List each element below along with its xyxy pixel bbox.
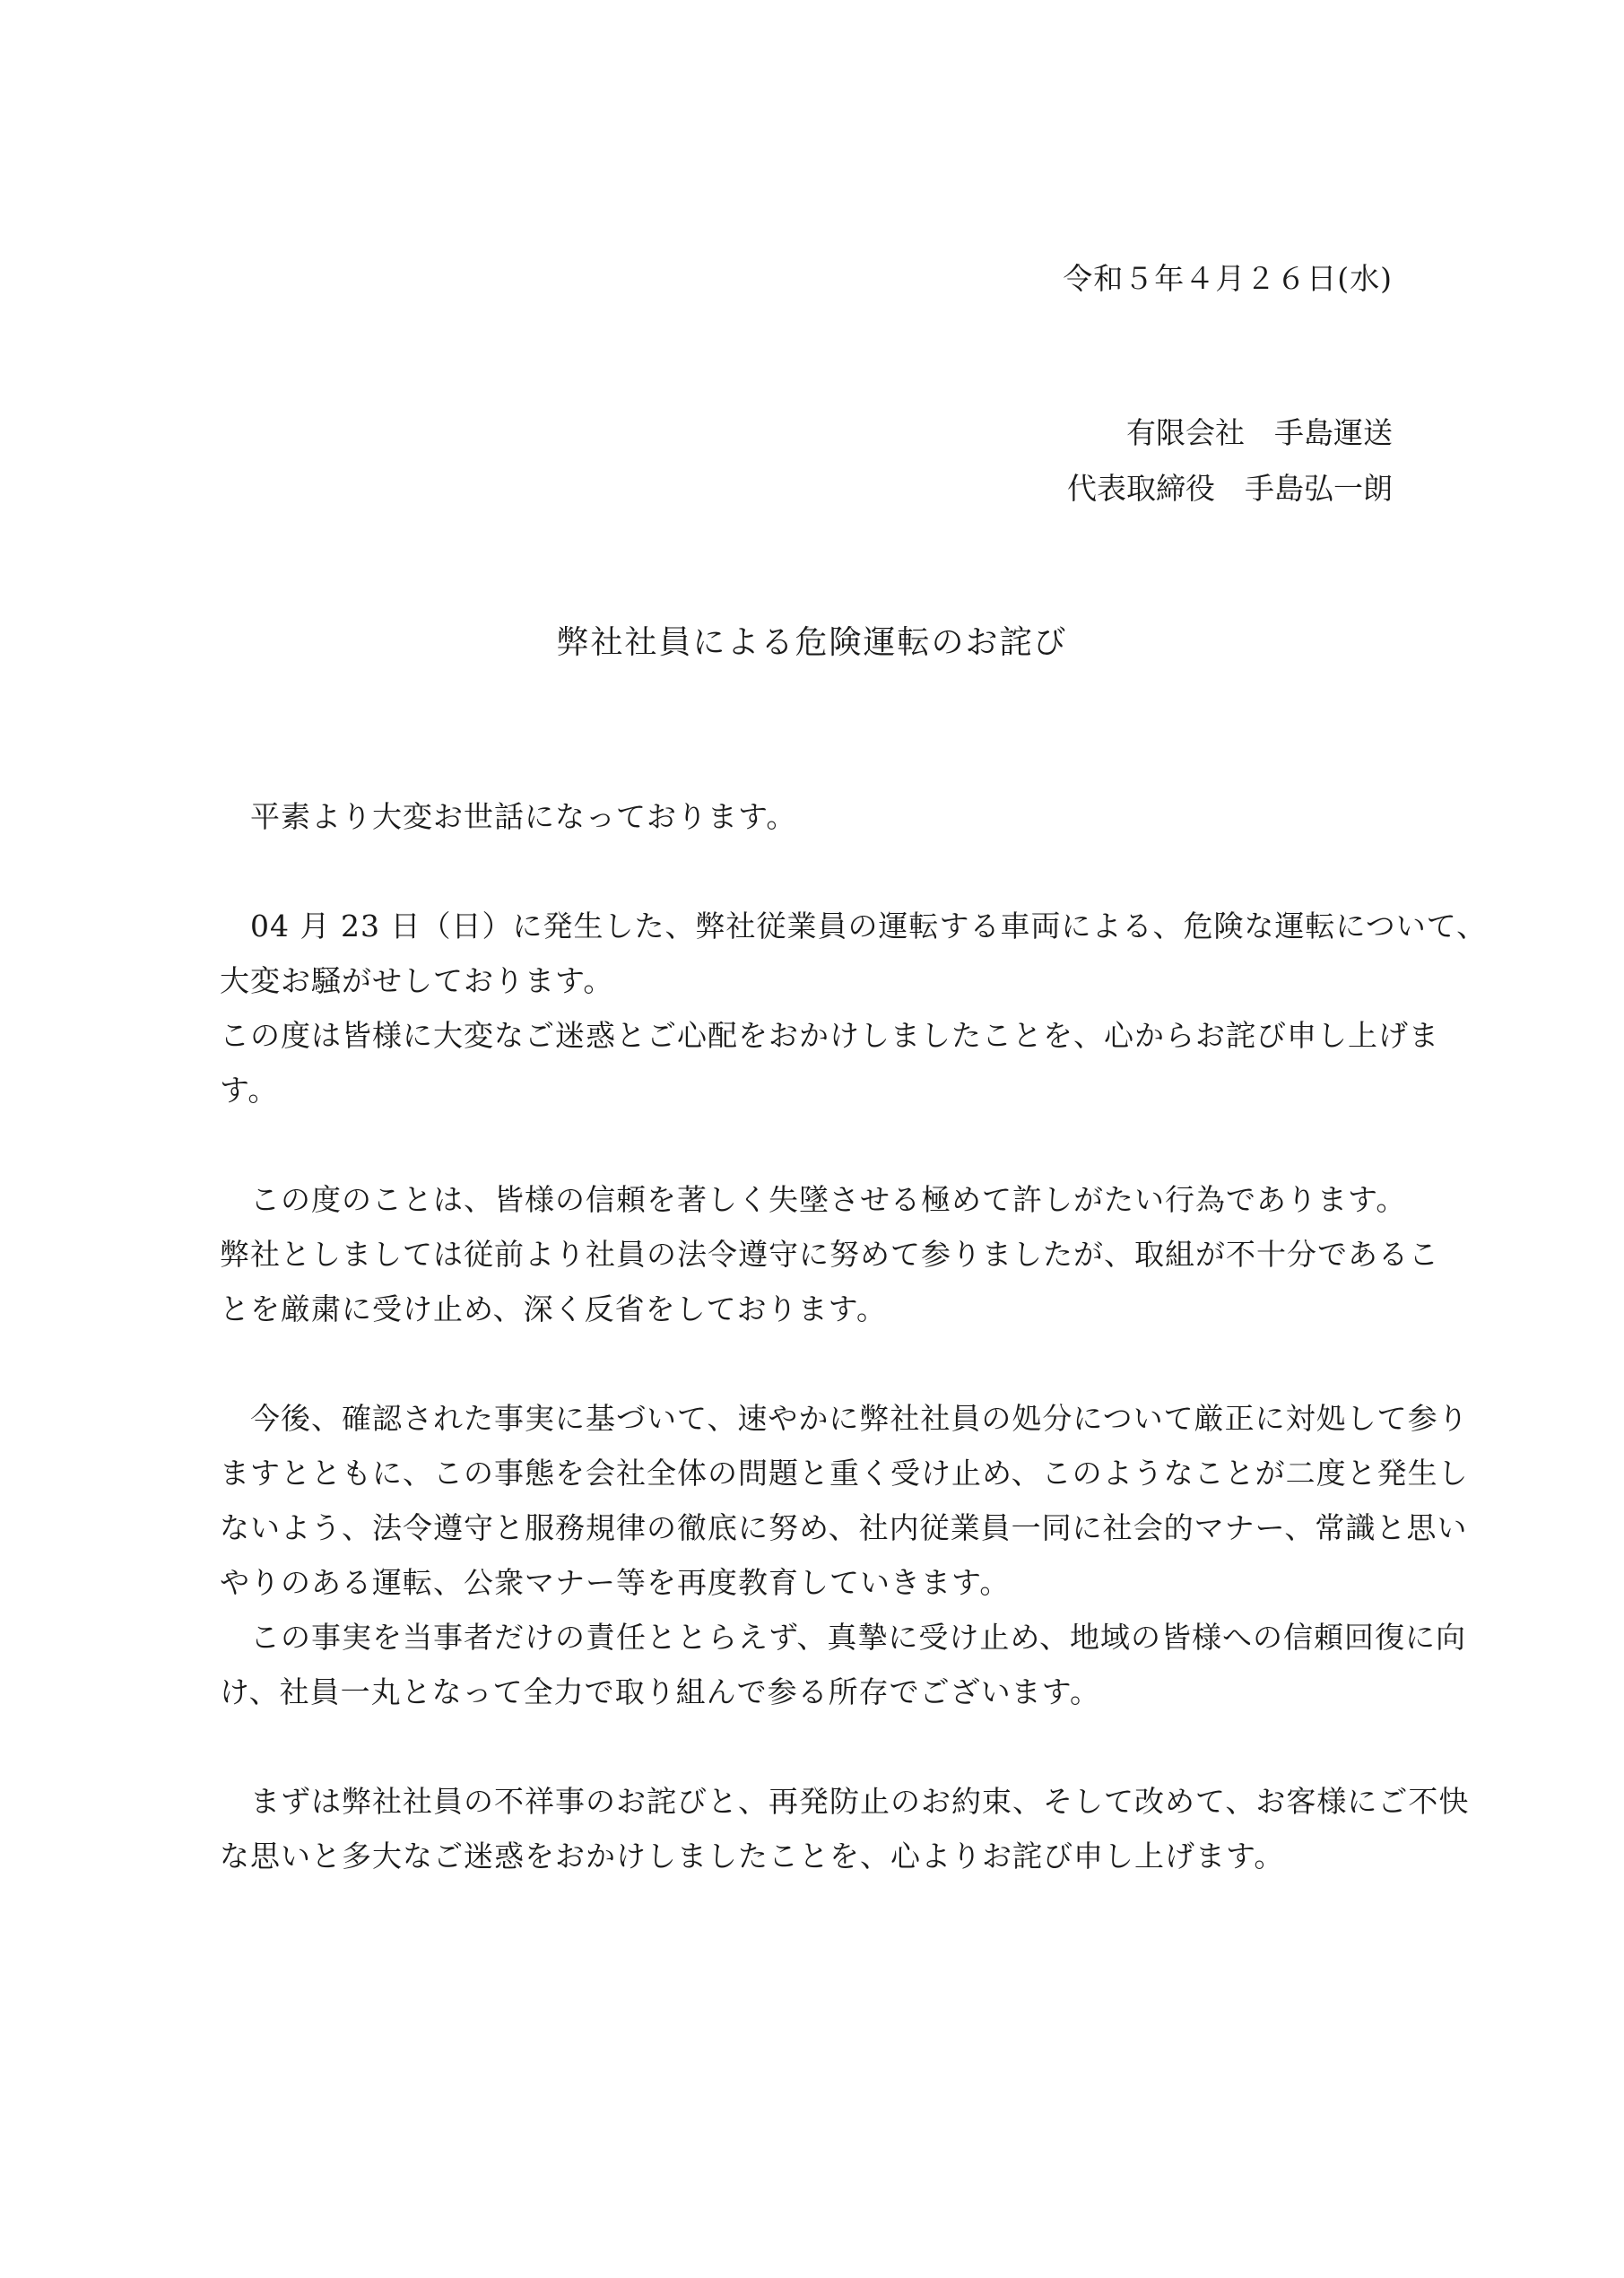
paragraph-line: この度は皆様に大変なご迷惑とご心配をおかけしましたことを、心からお詫び申し上げま	[220, 1018, 1439, 1053]
paragraph-line: 大変お騒がせしております。	[220, 963, 614, 998]
paragraph-line: ますとともに、この事態を会社全体の問題と重く受け止め、このようなことが二度と発生し	[220, 1456, 1469, 1491]
paragraph-line: な思いと多大なご迷惑をおかけしましたことを、心よりお詫び申し上げます。	[220, 1839, 1285, 1874]
letter-body	[220, 789, 1488, 1938]
paragraph-line: とを厳粛に受け止め、深く反省をしております。	[220, 1291, 888, 1326]
paragraph-measures	[220, 1391, 1469, 1719]
sender-block	[1067, 405, 1393, 517]
paragraph-line: け、社員一丸となって全力で取り組んで参る所存でございます。	[220, 1674, 1101, 1709]
paragraph-closing	[220, 1774, 1470, 1883]
letter-title: 弊社社員による危険運転のお詫び	[556, 624, 1068, 661]
paragraph-reflection	[220, 1172, 1439, 1336]
paragraph-line: やりのある運転、公衆マナー等を再度教育していきます。	[220, 1565, 1011, 1600]
sender-company: 有限会社 手島運送	[1126, 415, 1393, 450]
paragraph-line: この事実を当事者だけの責任ととらえず、真摯に受け止め、地域の皆様への信頼回復に向	[220, 1620, 1467, 1655]
paragraph-line: 弊社としましては従前より社員の法令遵守に努めて参りましたが、取組が不十分であるこ	[220, 1237, 1439, 1272]
paragraph-line: ないよう、法令遵守と服務規律の徹底に努め、社内従業員一同に社会的マナー、常識と思い	[220, 1510, 1468, 1545]
paragraph-line: 今後、確認された事実に基づいて、速やかに弊社社員の処分について厳正に対処して参り	[220, 1401, 1469, 1436]
paragraph-incident	[220, 899, 1488, 1117]
paragraph-line: 平素より大変お世話になっております。	[220, 799, 797, 834]
paragraph-line: 04 月 23 日（日）に発生した、弊社従業員の運転する車両による、危険な運転について、	[220, 909, 1488, 943]
paragraph-line: まずは弊社社員の不祥事のお詫びと、再発防止のお約束、そして改めて、お客様にご不快	[220, 1784, 1470, 1819]
paragraph-greeting	[220, 789, 1394, 844]
paragraph-line: す。	[220, 1073, 279, 1108]
paragraph-line: この度のことは、皆様の信頼を著しく失墜させる極めて許しがたい行為であります。	[220, 1182, 1407, 1217]
letter-date: 令和５年４月２６日(水)	[1063, 261, 1393, 296]
sender-representative: 代表取締役 手島弘一朗	[1067, 471, 1393, 506]
